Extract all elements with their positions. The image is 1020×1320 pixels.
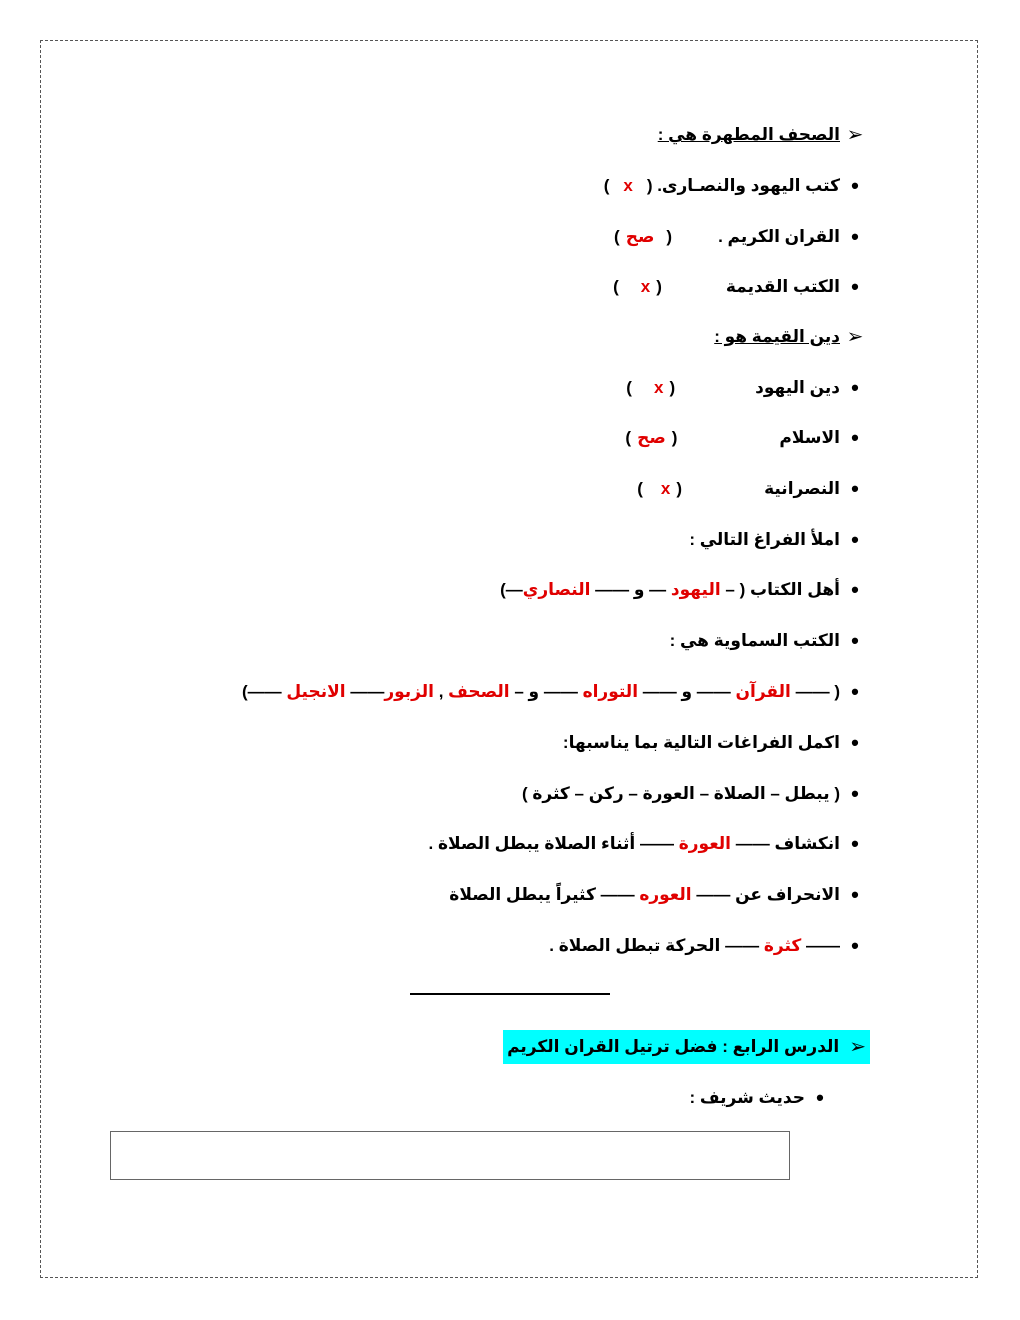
word-options: • ( يبطل – الصلاة – العورة – ركن – كثرة ) (522, 777, 870, 811)
separator-line (410, 993, 610, 995)
dot-bullet-icon: • (851, 730, 859, 755)
choice-row: • الكتب القديمة ( x ) (613, 270, 870, 304)
fill-heading: • الكتب السماوية هي : (670, 624, 870, 658)
arrow-bullet-icon: ➢ (849, 1036, 866, 1058)
arrow-bullet-icon: ➢ (846, 124, 864, 146)
lesson-title-highlight: ➢ الدرس الرابع : فضل ترتيل القران الكريم (503, 1030, 870, 1064)
fill-sentence: • —— كثرة —— الحركة تبطل الصلاة . (549, 929, 870, 963)
fill-line: • أهل الكتاب ( – اليهود — و —— النصاري —) (500, 573, 870, 607)
dot-bullet-icon: • (851, 224, 859, 249)
dot-bullet-icon: • (851, 933, 859, 958)
dot-bullet-icon: • (851, 628, 859, 653)
fill-sentence: • الانحراف عن —— العوره —— كثيراً يبطل الصلاة (449, 878, 870, 912)
choice-row: • الاسلام ( صح ) (625, 421, 870, 455)
question-heading-2: ➢ دين القيمة هو : (714, 320, 870, 354)
choice-row: • القران الكريم . ( صح ) (614, 220, 870, 254)
dot-bullet-icon: • (851, 831, 859, 856)
dot-bullet-icon: • (851, 679, 859, 704)
choice-row: • كتب اليهود والنصـارى. ( x ) (604, 169, 870, 203)
hadith-label-row: • حديث شريف : (690, 1081, 835, 1115)
fill-instruction: • اكمل الفراغات التالية بما يناسبها: (563, 726, 870, 760)
choice-row: • النصرانية ( x ) (637, 472, 870, 506)
choice-row: • دين اليهود ( x ) (626, 371, 870, 405)
fill-instruction: • املأ الفراغ التالي : (689, 523, 870, 557)
dot-bullet-icon: • (851, 882, 859, 907)
hadith-answer-box[interactable] (110, 1131, 790, 1180)
dot-bullet-icon: • (851, 274, 859, 299)
dot-bullet-icon: • (851, 781, 859, 806)
fill-sentence: • انكشاف —— العورة —— أثناء الصلاة يبطل الصلاة . (429, 827, 870, 861)
dot-bullet-icon: • (851, 476, 859, 501)
fill-line: • ( —— القرآن —— و —— التوراه —— و – الصحف , الزبور —— الانجيل ——) (242, 675, 870, 709)
dot-bullet-icon: • (851, 173, 859, 198)
dot-bullet-icon: • (851, 425, 859, 450)
dot-bullet-icon: • (851, 375, 859, 400)
dot-bullet-icon: • (851, 577, 859, 602)
dot-bullet-icon: • (851, 527, 859, 552)
dot-bullet-icon: • (816, 1085, 824, 1110)
arrow-bullet-icon: ➢ (846, 326, 864, 348)
question-heading-1: ➢ الصحف المطهرة هي : (658, 118, 870, 152)
lesson-heading (503, 1030, 870, 1064)
